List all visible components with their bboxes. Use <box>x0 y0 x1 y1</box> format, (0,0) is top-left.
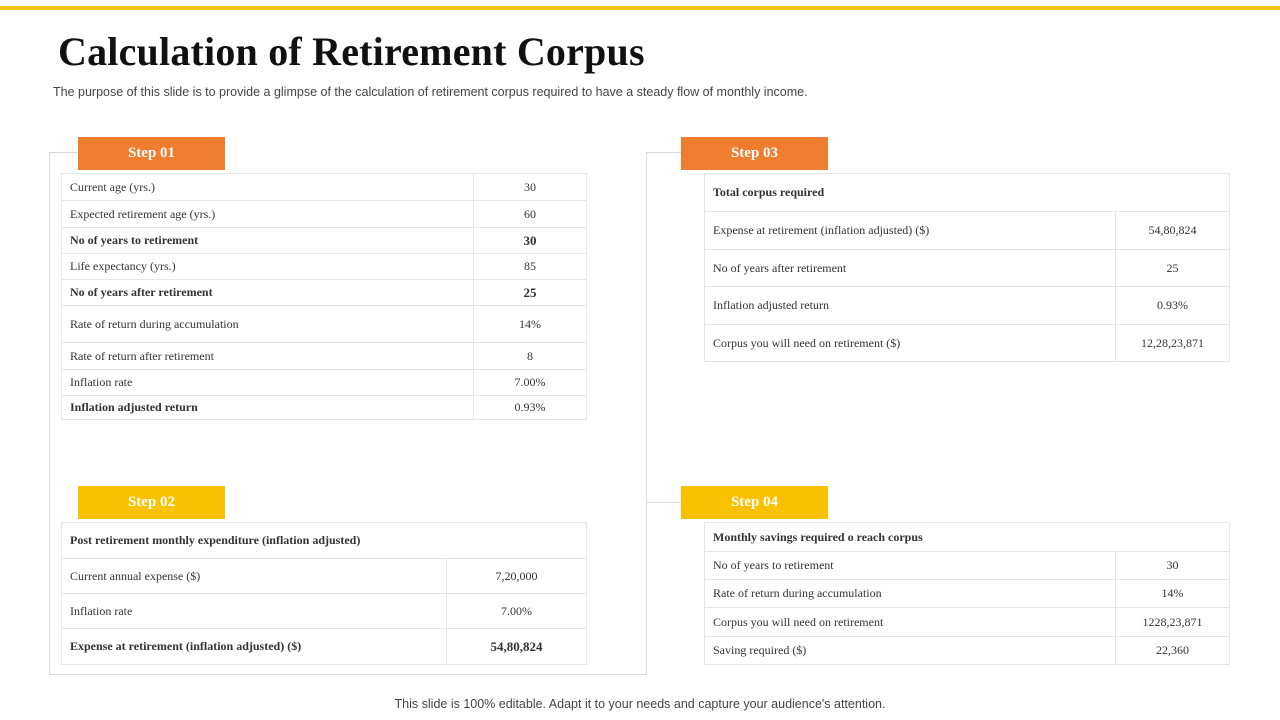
table-heading-row <box>705 174 1230 212</box>
row-label: Saving required ($) <box>705 637 1116 665</box>
table-row <box>705 287 1230 325</box>
row-label: Inflation adjusted return <box>62 396 474 420</box>
row-value: 14% <box>1116 580 1230 608</box>
row-value: 54,80,824 <box>447 629 587 665</box>
row-label: No of years to retirement <box>62 228 474 254</box>
step-04-table <box>704 522 1230 665</box>
step-03-label: Step 03 <box>681 137 828 170</box>
row-label: Expected retirement age (yrs.) <box>62 201 474 228</box>
table-row <box>705 325 1230 362</box>
table-row <box>62 201 587 228</box>
row-label: Inflation rate <box>62 594 447 629</box>
row-value: 0.93% <box>474 396 587 420</box>
table-row <box>62 370 587 396</box>
table-heading-row <box>705 523 1230 552</box>
row-value: 30 <box>474 228 587 254</box>
connector-line <box>49 152 50 674</box>
table-row <box>705 212 1230 250</box>
row-label: Corpus you will need on retirement <box>705 608 1116 637</box>
connector-line <box>646 152 681 153</box>
connector-line <box>646 152 647 675</box>
table-row <box>705 608 1230 637</box>
table-row <box>62 629 587 665</box>
row-label: Current age (yrs.) <box>62 174 474 201</box>
step-03-table <box>704 173 1230 362</box>
table-row <box>62 396 587 420</box>
row-value: 8 <box>474 343 587 370</box>
table-row <box>62 228 587 254</box>
table-heading: Monthly savings required o reach corpus <box>705 523 1230 552</box>
row-label: Rate of return during accumulation <box>705 580 1116 608</box>
row-value: 54,80,824 <box>1116 212 1230 250</box>
table-heading-row <box>62 523 587 559</box>
row-label: Current annual expense ($) <box>62 559 447 594</box>
row-value: 0.93% <box>1116 287 1230 325</box>
row-value: 25 <box>1116 250 1230 287</box>
row-label: Expense at retirement (inflation adjusted) ($) <box>62 629 447 665</box>
row-value: 85 <box>474 254 587 280</box>
table-row <box>62 280 587 306</box>
row-value: 7.00% <box>447 594 587 629</box>
footer-note: This slide is 100% editable. Adapt it to your needs and capture your audience's attention. <box>394 697 886 711</box>
row-label: No of years after retirement <box>62 280 474 306</box>
table-row <box>62 254 587 280</box>
top-accent-bar <box>0 6 1280 10</box>
step-02-label: Step 02 <box>78 486 225 519</box>
row-value: 7.00% <box>474 370 587 396</box>
table-row <box>705 637 1230 665</box>
table-row <box>62 174 587 201</box>
table-row <box>705 552 1230 580</box>
row-label: Inflation rate <box>62 370 474 396</box>
connector-line <box>646 502 681 503</box>
row-value: 30 <box>1116 552 1230 580</box>
row-value: 1228,23,871 <box>1116 608 1230 637</box>
connector-line <box>49 152 78 153</box>
step-04-label: Step 04 <box>681 486 828 519</box>
step-01-table <box>61 173 587 420</box>
table-heading: Total corpus required <box>705 174 1230 212</box>
row-label: Rate of return after retirement <box>62 343 474 370</box>
row-label: Corpus you will need on retirement ($) <box>705 325 1116 362</box>
row-value: 7,20,000 <box>447 559 587 594</box>
table-row <box>62 306 587 343</box>
table-heading: Post retirement monthly expenditure (inflation adjusted) <box>62 523 587 559</box>
row-label: Rate of return during accumulation <box>62 306 474 343</box>
row-label: Life expectancy (yrs.) <box>62 254 474 280</box>
row-label: No of years after retirement <box>705 250 1116 287</box>
table-row <box>62 594 587 629</box>
page-title: Calculation of Retirement Corpus <box>58 29 645 74</box>
row-label: No of years to retirement <box>705 552 1116 580</box>
row-value: 60 <box>474 201 587 228</box>
table-row <box>62 559 587 594</box>
row-value: 30 <box>474 174 587 201</box>
row-value: 14% <box>474 306 587 343</box>
table-row <box>62 343 587 370</box>
row-value: 12,28,23,871 <box>1116 325 1230 362</box>
table-row <box>705 250 1230 287</box>
connector-line <box>49 674 647 675</box>
row-label: Expense at retirement (inflation adjusted) ($) <box>705 212 1116 250</box>
step-01-label: Step 01 <box>78 137 225 170</box>
row-label: Inflation adjusted return <box>705 287 1116 325</box>
row-value: 22,360 <box>1116 637 1230 665</box>
page-subtitle: The purpose of this slide is to provide a glimpse of the calculation of retirement corpus required to have a steady flow of monthly income. <box>53 85 808 99</box>
step-02-table <box>61 522 587 665</box>
table-row <box>705 580 1230 608</box>
row-value: 25 <box>474 280 587 306</box>
